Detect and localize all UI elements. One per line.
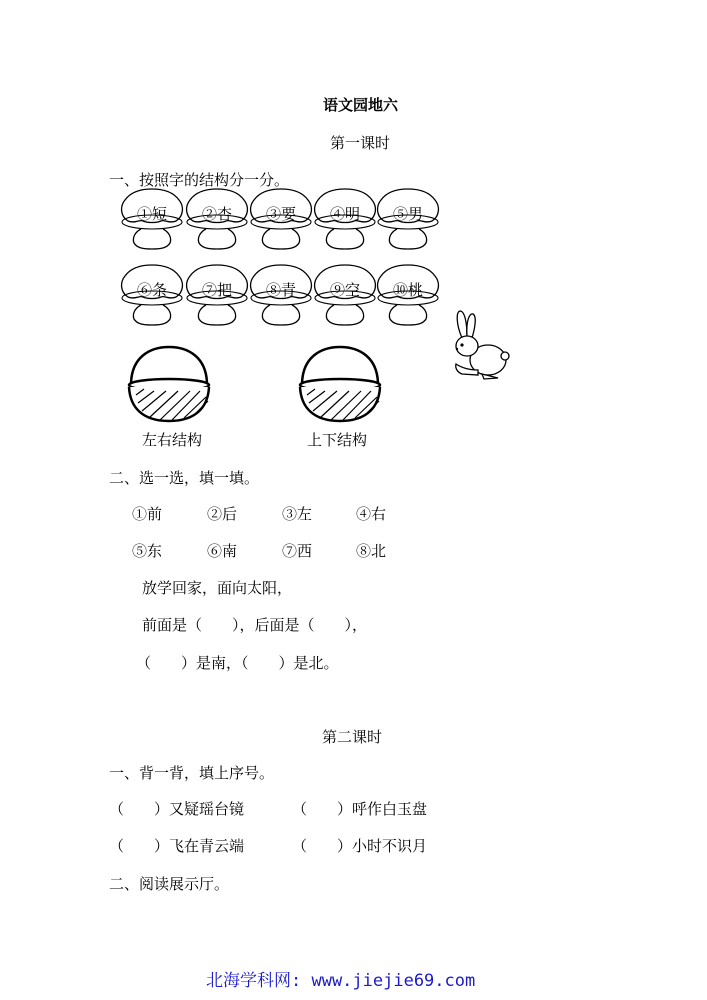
poem-line-4: （ ）小时不识月 [292, 837, 428, 855]
mushroom-character: ②杏 [201, 205, 232, 223]
option-2: ②后 [207, 505, 238, 523]
option-1: ①前 [132, 505, 163, 523]
lesson1-q2-prompt: 二、选一选，填一填。 [109, 469, 260, 487]
q2-line-3: （ ）是南，（ ）是北。 [136, 654, 339, 672]
mushroom-character: ⑤男 [392, 205, 423, 223]
poem-line-3: （ ）飞在青云端 [109, 837, 245, 855]
mushroom-card [119, 264, 185, 326]
lesson1-q1-prompt: 一、按照字的结构分一分。 [109, 171, 290, 189]
mushroom-card [248, 264, 314, 326]
poem-line-2: （ ）呼作白玉盘 [292, 800, 428, 818]
rabbit-icon [448, 308, 510, 382]
basket-right-label: 上下结构 [307, 431, 368, 449]
mushroom-card [248, 188, 314, 250]
basket-left-icon [124, 345, 214, 425]
mushroom-card [375, 188, 441, 250]
rabbit [448, 308, 510, 382]
page-title: 语文园地六 [323, 96, 399, 114]
q2-line-2: 前面是（ ），后面是（ ）， [142, 616, 368, 634]
mushroom-card [119, 188, 185, 250]
mushroom-card [375, 264, 441, 326]
basket-left [124, 345, 214, 425]
q2-line-1: 放学回家，面向太阳， [142, 579, 293, 597]
poem-line-1: （ ）又疑瑶台镜 [109, 800, 245, 818]
mushroom-character: ③要 [265, 205, 296, 223]
option-3: ③左 [282, 505, 313, 523]
lesson2-q1-prompt: 一、背一背，填上序号。 [109, 764, 275, 782]
mushroom-card [184, 264, 250, 326]
lesson1-heading: 第一课时 [330, 134, 391, 152]
mushroom-character: ⑩桃 [392, 281, 423, 299]
basket-right-icon [295, 345, 385, 425]
lesson2-q2-prompt: 二、阅读展示厅。 [109, 875, 230, 893]
option-4: ④右 [356, 505, 387, 523]
option-8: ⑧北 [356, 542, 387, 560]
mushroom-character: ⑧青 [265, 281, 296, 299]
basket-left-label: 左右结构 [142, 431, 203, 449]
mushroom-card [312, 264, 378, 326]
option-7: ⑦西 [282, 542, 313, 560]
mushroom-character: ⑥条 [136, 281, 167, 299]
option-6: ⑥南 [207, 542, 238, 560]
option-5: ⑤东 [132, 542, 163, 560]
mushroom-character: ④明 [329, 205, 360, 223]
mushroom-character: ⑦把 [201, 281, 232, 299]
basket-right [295, 345, 385, 425]
lesson2-heading: 第二课时 [322, 728, 383, 746]
mushroom-card [184, 188, 250, 250]
mushroom-character: ①短 [136, 205, 167, 223]
mushroom-character: ⑨空 [329, 281, 360, 299]
footer-watermark: 北海学科网: www.jiejie69.com [206, 971, 476, 991]
mushroom-card [312, 188, 378, 250]
